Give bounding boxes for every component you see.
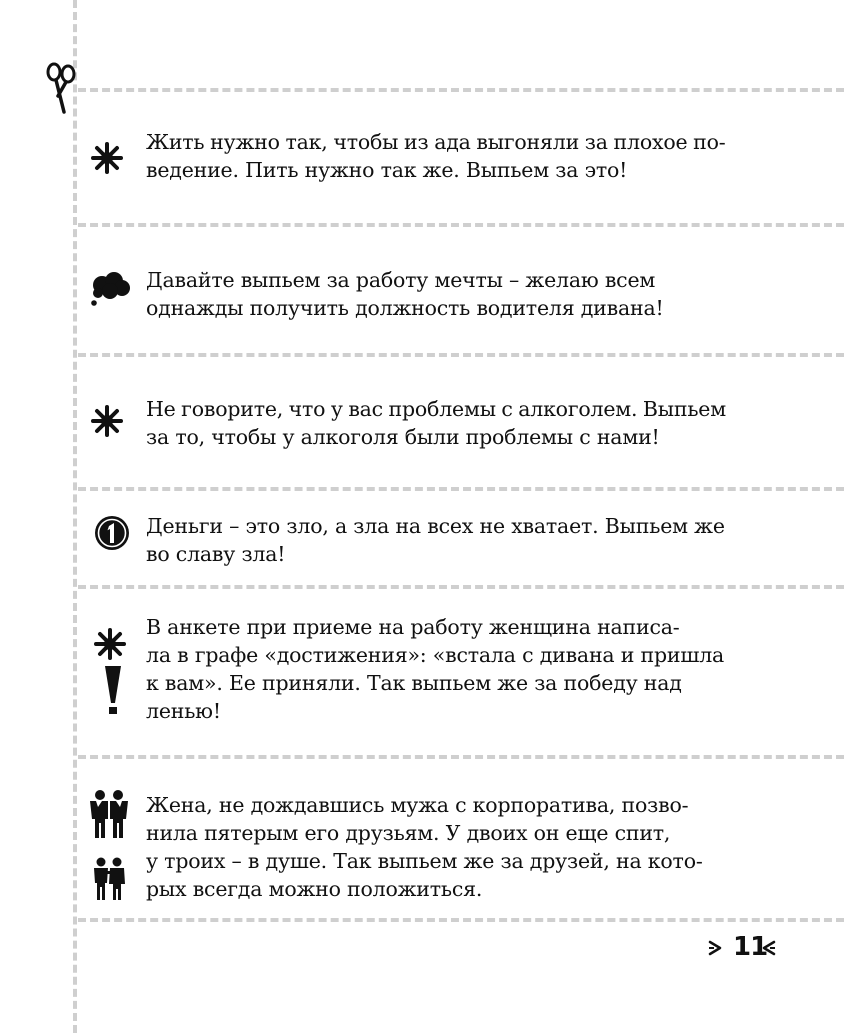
exclamation-icon <box>104 665 122 715</box>
entry-line: В анкете при приеме на работу женщина написа- <box>146 615 680 639</box>
entry-line: у троих – в душе. Так выпьем же за друзей, на кото- <box>146 849 703 873</box>
chevron-right-icon <box>708 940 722 956</box>
entry-line: к вам». Ее приняли. Так выпьем же за победу над <box>146 671 682 695</box>
couple-icon <box>91 857 127 901</box>
entry-line: однажды получить должность водителя дивана! <box>146 296 664 320</box>
entry-line: Давайте выпьем за работу мечты – желаю всем <box>146 268 656 292</box>
horizontal-cut-line <box>78 585 844 589</box>
toast-entry <box>146 613 726 725</box>
toast-entry <box>146 512 726 568</box>
scissors-icon <box>44 62 78 114</box>
thought-cloud-icon <box>88 271 132 307</box>
snowflake-icon <box>91 405 123 437</box>
toast-entry <box>146 128 726 184</box>
horizontal-cut-line <box>78 918 844 922</box>
chevron-left-icon <box>762 940 776 956</box>
toast-entry <box>146 266 726 322</box>
snowflake-icon <box>94 628 126 660</box>
entry-line: во славу зла! <box>146 542 286 566</box>
entry-line: ведение. Пить нужно так же. Выпьем за это! <box>146 158 628 182</box>
entry-line: ленью! <box>146 699 221 723</box>
entry-line: Не говорите, что у вас проблемы с алкоголем. Выпьем <box>146 397 726 421</box>
snowflake-icon <box>91 142 123 174</box>
horizontal-cut-line <box>78 755 844 759</box>
horizontal-cut-line <box>78 487 844 491</box>
toast-entry <box>146 791 726 903</box>
page-number-text: 11 <box>733 932 768 962</box>
entry-line: Деньги – это зло, а зла на всех не хватает. Выпьем же <box>146 514 725 538</box>
horizontal-cut-line <box>78 88 844 92</box>
vertical-cut-line <box>73 0 77 1033</box>
horizontal-cut-line <box>78 223 844 227</box>
page-number <box>708 930 778 966</box>
two-people-icon <box>88 789 130 839</box>
entry-line: рых всегда можно положиться. <box>146 877 483 901</box>
entry-line: Жена, не дождавшись мужа с корпоратива, позво- <box>146 793 689 817</box>
horizontal-cut-line <box>78 353 844 357</box>
number-one-circle-icon <box>93 514 131 552</box>
entry-line: ла в графе «достижения»: «встала с дивана и пришла <box>146 643 725 667</box>
entry-line: нила пятерым его друзьям. У двоих он еще спит, <box>146 821 671 845</box>
entry-line: за то, чтобы у алкоголя были проблемы с нами! <box>146 425 660 449</box>
toast-entry <box>146 395 726 451</box>
entry-line: Жить нужно так, чтобы из ада выгоняли за плохое по- <box>146 130 726 154</box>
